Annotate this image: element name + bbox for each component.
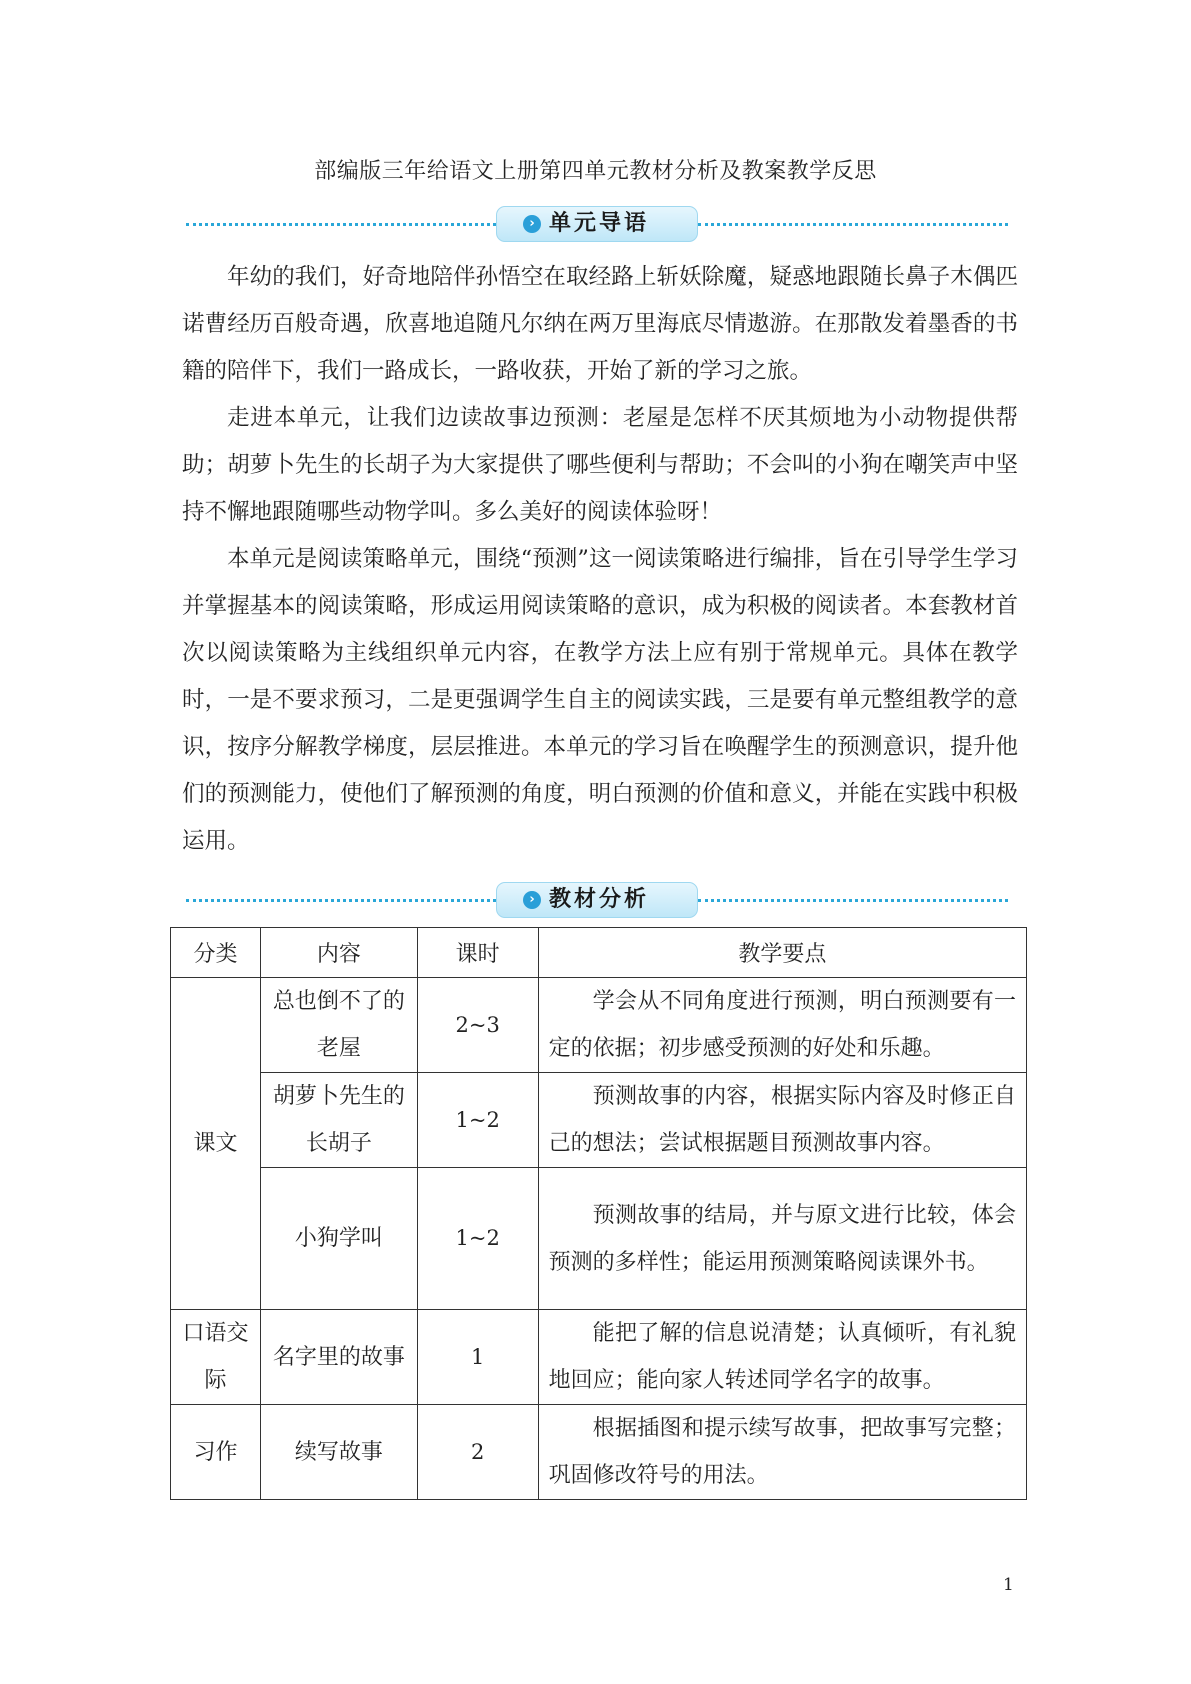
category-cell: 习作	[171, 1405, 261, 1500]
analysis-table	[170, 927, 1027, 1500]
chevron-right-icon: ›	[523, 891, 541, 909]
section-header-intro	[186, 206, 1008, 242]
intro-paragraph-1: 年幼的我们，好奇地陪伴孙悟空在取经路上斩妖除魔，疑惑地跟随长鼻子木偶匹诺曹经历百般奇遇，欣喜地追随凡尔纳在两万里海底尽情遨游。在那散发着墨香的书籍的陪伴下，我们一路成长，一路收获，开始了新的学习之旅。	[182, 264, 1018, 384]
hours-cell: 1~2	[417, 1073, 538, 1168]
table-row	[171, 1168, 1027, 1310]
points-cell: 根据插图和提示续写故事，把故事写完整；巩固修改符号的用法。	[538, 1405, 1026, 1500]
points-cell: 学会从不同角度进行预测，明白预测要有一定的依据；初步感受预测的好处和乐趣。	[538, 978, 1026, 1073]
category-cell: 口语交际	[171, 1310, 261, 1405]
section-pill	[496, 882, 698, 918]
section-label: 教材分析	[549, 887, 650, 912]
content-cell: 名字里的故事	[260, 1310, 417, 1405]
hours-cell: 1~2	[417, 1168, 538, 1310]
divider-right	[698, 899, 1008, 902]
content-cell: 续写故事	[260, 1405, 417, 1500]
section-header-analysis	[186, 882, 1008, 918]
section-label: 单元导语	[549, 211, 650, 236]
header-hours: 课时	[417, 928, 538, 978]
content-cell: 胡萝卜先生的长胡子	[260, 1073, 417, 1168]
intro-paragraph-3: 本单元是阅读策略单元，围绕“预测”这一阅读策略进行编排，旨在引导学生学习并掌握基本的阅读策略，形成运用阅读策略的意识，成为积极的阅读者。本套教材首次以阅读策略为主线组织单元内容，在教学方法上应有别于常规单元。具体在教学时，一是不要求预习，二是更强调学生自主的阅读实践，三是要有单元整组教学的意识，按序分解教学梯度，层层推进。本单元的学习旨在唤醒学生的预测意识，提升他们的预测能力，使他们了解预测的角度，明白预测的价值和意义，并能在实践中积极运用。	[182, 546, 1018, 854]
header-category: 分类	[171, 928, 261, 978]
hours-cell: 2~3	[417, 978, 538, 1073]
points-cell: 能把了解的信息说清楚；认真倾听，有礼貌地回应；能向家人转述同学名字的故事。	[538, 1310, 1026, 1405]
document-title: 部编版三年给语文上册第四单元教材分析及教案教学反思	[314, 159, 877, 184]
points-cell: 预测故事的结局，并与原文进行比较，体会预测的多样性；能运用预测策略阅读课外书。	[538, 1168, 1026, 1310]
divider-left	[186, 899, 496, 902]
divider-right	[698, 223, 1008, 226]
hours-cell: 2	[417, 1405, 538, 1500]
table-row	[171, 1073, 1027, 1168]
section-pill	[496, 206, 698, 242]
intro-paragraph-2: 走进本单元，让我们边读故事边预测：老屋是怎样不厌其烦地为小动物提供帮助；胡萝卜先生的长胡子为大家提供了哪些便利与帮助；不会叫的小狗在嘲笑声中坚持不懈地跟随哪些动物学叫。多么美好的阅读体验呀！	[182, 405, 1018, 525]
chevron-right-icon: ›	[523, 215, 541, 233]
table-row	[171, 1310, 1027, 1405]
content-cell: 小狗学叫	[260, 1168, 417, 1310]
divider-left	[186, 223, 496, 226]
header-key-points: 教学要点	[538, 928, 1026, 978]
page-number: 1	[1003, 1575, 1014, 1595]
category-cell: 课文	[171, 978, 261, 1310]
table-row	[171, 978, 1027, 1073]
hours-cell: 1	[417, 1310, 538, 1405]
points-cell: 预测故事的内容，根据实际内容及时修正自己的想法；尝试根据题目预测故事内容。	[538, 1073, 1026, 1168]
table-header-row	[171, 928, 1027, 978]
header-content: 内容	[260, 928, 417, 978]
content-cell: 总也倒不了的老屋	[260, 978, 417, 1073]
table-row	[171, 1405, 1027, 1500]
